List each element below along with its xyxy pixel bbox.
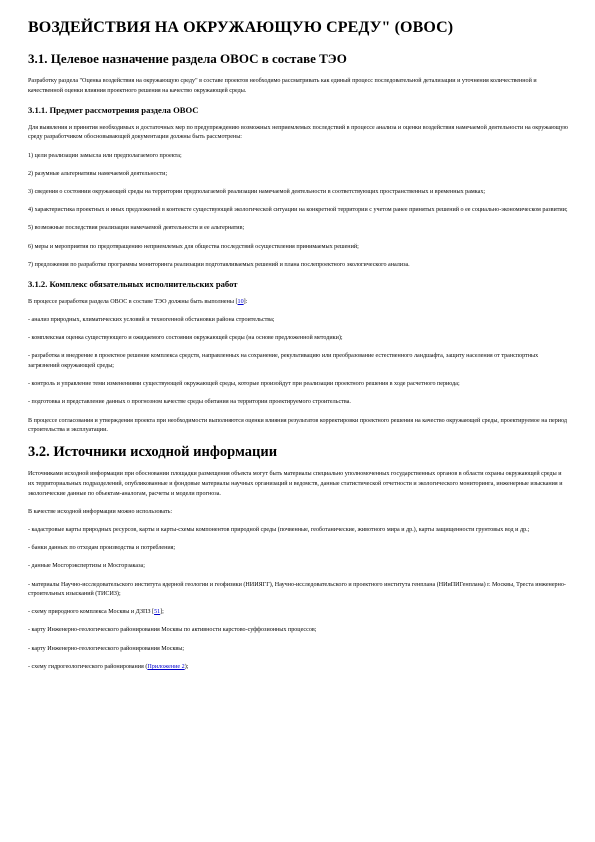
list-item: 3) сведения о состоянии окружающей среды на территории предполагаемой реализации намечаемой деятельности в соответствующих пространственных и временных рамках;: [28, 188, 486, 195]
list-item: - разработка и внедрение в проектное решение комплекса средств, направленных на сохранение, рекультивацию или преобразование естественного ландшафта, защиту населения от транспортных загрязнений окружающей среды;: [28, 353, 539, 370]
section-3-2-heading: 3.2. Источники исходной информации: [28, 444, 278, 461]
list-item: - карту Инженерно-геологического районирования Москвы;: [28, 645, 185, 652]
section-3-1-1-heading: 3.1.1. Предмет рассмотрения раздела ОВОС: [28, 104, 199, 115]
appendix-2-link[interactable]: Приложение 2: [147, 663, 185, 670]
item-text-end: ];: [160, 609, 164, 616]
list-item: - подготовка и представление данных о прогнозном качестве среды обитания на территории проектируемого строительства.: [28, 399, 351, 406]
list-item: [28, 663, 568, 673]
document-page: [28, 18, 568, 681]
intro-text: В процессе разработки раздела ОВОС в составе ТЭО должны быть выполнены [: [28, 298, 238, 305]
list-item: - данные Мосгорэкспертизы и Мосгорзаказа;: [28, 563, 145, 570]
section-3-2-intro: Источниками исходной информации при обосновании площадки размещения объекта могут быть материалы специально уполномоченных государственных органов в области охраны окружающей среды и их территориальных подразделений, опубликованные и фондовые материалы научных организаций и ведомств, данные статистической отчетности и экологического мониторинга, инженерные изыскания и экологические данные по объектам-аналогам, расчеты и модели прогноза.: [28, 471, 563, 497]
section-3-1-intro: Разработку раздела "Оценка воздействия на окружающую среду" в составе проектов необходимо рассматривать как единый процесс последовательной детализации и уточнения количественной и качественной оценки влияния проектного решения на качество окружающей среды.: [28, 78, 537, 94]
document-title: ВОЗДЕЙСТВИЯ НА ОКРУЖАЮЩУЮ СРЕДУ" (ОВОС): [28, 19, 454, 36]
section-3-2-lead: В качестве исходной информации можно использовать:: [28, 508, 173, 515]
list-item: 1) цели реализации замысла или предполагаемого проекта;: [28, 152, 182, 159]
list-item: - банки данных по отходам производства и потребления;: [28, 545, 176, 552]
section-3-1-1-intro: Для выявления и принятия необходимых и достаточных мер по предупреждению возможных неприемлемых последствий в процессе анализа и оценки воздействия намечаемой деятельности на окружающую среду разработчиком обосновывающей документации должны быть рассмотрены:: [28, 124, 568, 141]
section-3-1-heading: 3.1. Целевое назначение раздела ОВОС в составе ТЭО: [28, 51, 347, 66]
list-item: 6) меры и мероприятия по предотвращению неприемлемых для общества последствий осуществления принимаемых решений;: [28, 243, 359, 250]
item-text: - схему гидрогеологического районирования (: [28, 663, 148, 670]
list-item: - материалы Научно-исследовательского института ядерной геологии и геофизики (НИИЯГГ), Научно-исследовательского и проектного института генплана (НИиПИГенплана) г. Москвы, Треста инженерно-строительных изысканий (ТИСИЗ);: [28, 581, 566, 598]
list-item: - карту Инженерно-геологического районирования Москвы по активности карстово-суффозионных процессов;: [28, 627, 317, 634]
section-3-1-2-closing: В процессе согласования и утверждения проекта при необходимости выполняются оценки влияния результатов корректировки проектного решения на качество окружающей среды, проектируемое на период строительства и эксплуатации.: [28, 417, 567, 434]
list-item: 2) разумные альтернативы намечаемой деятельности;: [28, 170, 168, 177]
list-item: - анализ природных, климатических условий и техногенной обстановки района строительства;: [28, 317, 275, 324]
list-item: - комплексная оценка существующего и ожидаемого состояния окружающей среды (на основе предложенной методики);: [28, 335, 343, 342]
item-text-end: );: [184, 663, 189, 670]
list-item: 4) характеристика проектных и иных предложений в контексте существующей экологической ситуации на конкретной территории с учетом ранее принятых решений о ее социально-экономическом развитии;: [28, 207, 568, 214]
list-item: [28, 608, 568, 618]
list-item: - контроль и управление теми изменениями существующей окружающей среды, которые произойдут при реализации проектного решения в ходе расчетного периода;: [28, 381, 460, 388]
list-item: 7) предложения по разработке программы мониторинга реализации подготавливаемых решений и плана послепроектного экологического анализа.: [28, 261, 410, 268]
section-3-1-2-intro: [28, 298, 568, 308]
intro-text-end: ]:: [243, 298, 248, 305]
reference-link-10[interactable]: 10: [237, 298, 244, 305]
section-3-1-2-heading: 3.1.2. Комплекс обязательных исполнительских работ: [28, 278, 238, 289]
item-text: - схему природного комплекса Москвы и ДЗПЗ [: [28, 609, 155, 616]
list-item: 5) возможные последствия реализации намечаемой деятельности и ее альтернатив;: [28, 225, 245, 232]
list-item: - кадастровые карты природных ресурсов, карты и карты-схемы компонентов природной среды (почвенные, геоботанические, животного мира и др.), карты защищенности грунтовых вод и др.;: [28, 526, 530, 533]
reference-link-51[interactable]: 51: [154, 609, 161, 616]
